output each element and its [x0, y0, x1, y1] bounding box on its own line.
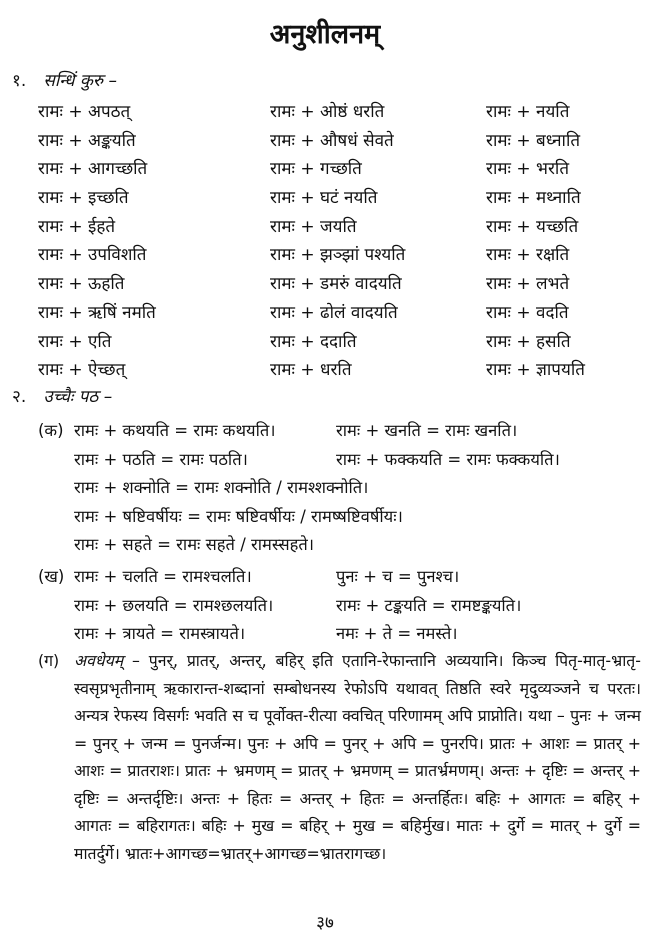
section-1-number: १.	[12, 71, 27, 91]
exercise-item: रामः + आगच्छति	[38, 159, 148, 180]
example-item: रामः + शक्नोति = रामः शक्नोति / रामश्शक्नोति।	[74, 478, 369, 498]
exercise-item: रामः + ऐच्छत्	[38, 360, 126, 381]
exercise-grid	[38, 98, 638, 385]
page-number: ३७	[316, 913, 334, 933]
exercise-item: रामः + उपविशति	[38, 245, 147, 266]
part-ga	[38, 647, 641, 867]
example-item: रामः + षष्टिवर्षीयः = रामः षष्टिवर्षीयः / रामष्षष्टिवर्षीयः।	[74, 506, 403, 526]
exercise-item: रामः + ऊहति	[38, 274, 125, 295]
exercise-row	[38, 241, 638, 270]
exercise-item: रामः + गच्छति	[270, 159, 362, 180]
exercise-item: रामः + वदति	[486, 302, 569, 323]
exercise-item: रामः + अङ्कयति	[38, 130, 136, 151]
exercise-row	[38, 356, 638, 385]
exercise-item: रामः + नयति	[486, 102, 570, 122]
exercise-item: रामः + रक्षति	[486, 245, 570, 266]
exercise-item: रामः + ज्ञापयति	[486, 360, 585, 381]
part-kha-label: (ख)	[38, 567, 65, 586]
section-2-number: २.	[12, 387, 27, 407]
exercise-row	[38, 213, 638, 242]
example-item: रामः + फक्कयति = रामः फक्कयति।	[336, 449, 560, 469]
exercise-row	[38, 299, 638, 328]
exercise-row	[38, 184, 638, 213]
part-ga-text: – पुनर्, प्रातर्, अन्तर्, बहिर् इति एतानि-रेफान्तानि अव्ययानि। किञ्च पितृ-मातृ-भ्रातृ-स्वसृप्रभृतीनाम् ऋकारान्त-शब्दानां सम्बोधनस्य रेफोऽपि यथावत् तिष्ठति स्वरे मृदुव्यञ्जने च परतः। अन्यत्र रेफस्य विसर्गः भवति स च पूर्वोक्त-रीत्या क्वचित् परिणामम् अपि प्राप्नोति। यथा – पुनः + जन्म = पुनर् + जन्म = पुनर्जन्म। पुनः + अपि = पुनर् + अपि = पुनरपि। प्रातः + आशः = प्रातर् + आशः = प्रातराशः। प्रातः + भ्रमणम् = प्रातर् + भ्रमणम् = प्रातर्भ्रमणम्। अन्तः + दृष्टिः = अन्तर् + दृष्टिः = अन्तर्दृष्टिः। अन्तः + हितः = अन्तर् + हितः = अन्तर्हितः। बहिः + आगतः = बहिर् + आगतः = बहिरागतः। बहिः + मुख = बहिर् + मुख = बहिर्मुख। मातः + दुर्गे = मातर् + दुर्गे = मातर्दुर्गे। भ्रातः+आगच्छ=भ्रातर्+आगच्छ=भ्रातरागच्छ।	[74, 651, 641, 863]
example-item: रामः + सहते = रामः सहते / रामस्सहते।	[74, 535, 315, 555]
example-item: रामः + चलति = रामश्चलति।	[74, 567, 252, 586]
section-2-heading	[12, 384, 112, 407]
exercise-item: रामः + इच्छति	[38, 188, 129, 209]
exercise-item: रामः + यच्छति	[486, 216, 579, 237]
part-ka-label: (क)	[38, 421, 64, 440]
example-item: नमः + ते = नमस्ते।	[336, 624, 458, 644]
exercise-item: रामः + ढोलं वादयति	[270, 302, 398, 323]
exercise-item: रामः + ददाति	[270, 331, 357, 352]
exercise-item: रामः + भरति	[486, 159, 570, 180]
exercise-item: रामः + ऋषिं नमति	[38, 302, 156, 323]
exercise-row	[38, 98, 638, 127]
example-item: रामः + त्रायते = रामस्त्रायते।	[74, 624, 246, 644]
example-item: रामः + कथयति = रामः कथयति।	[74, 421, 276, 440]
exercise-item: रामः + अपठत्	[38, 102, 131, 122]
exercise-row	[38, 328, 638, 357]
part-ga-keyword: अवधेयम्	[74, 651, 124, 670]
exercise-item: रामः + लभते	[486, 274, 570, 295]
exercise-row	[38, 270, 638, 299]
page-title: अनुशीलनम्	[269, 19, 381, 50]
exercise-item: रामः + औषधं सेवते	[270, 130, 394, 151]
part-ga-paragraph	[74, 647, 641, 867]
section-1-title: सन्धिं कुरु –	[43, 71, 117, 91]
exercise-item: रामः + डमरुं वादयति	[270, 274, 402, 295]
exercise-item: रामः + ईहते	[38, 216, 116, 237]
exercise-item: रामः + मथ्नाति	[486, 188, 581, 209]
example-item: पुनः + च = पुनश्च।	[336, 567, 460, 586]
exercise-item: रामः + एति	[38, 331, 112, 352]
part-ga-label: (ग)	[38, 651, 60, 670]
example-item: रामः + छलयति = रामश्छलयति।	[74, 595, 274, 615]
exercise-item: रामः + जयति	[270, 216, 357, 237]
exercise-item: रामः + ओष्ठं धरति	[270, 102, 385, 122]
exercise-item: रामः + बध्नाति	[486, 130, 581, 151]
exercise-row	[38, 155, 638, 184]
exercise-item: रामः + धरति	[270, 360, 352, 381]
exercise-item: रामः + झञ्झां पश्यति	[270, 245, 406, 266]
exercise-item: रामः + हसति	[486, 331, 571, 352]
section-2-title: उच्चैः पठ –	[43, 387, 113, 407]
exercise-item: रामः + घटं नयति	[270, 188, 378, 209]
exercise-row	[38, 127, 638, 156]
example-item: रामः + खनति = रामः खनति।	[336, 421, 518, 440]
section-1-heading	[12, 68, 117, 91]
example-item: रामः + टङ्कयति = रामष्टङ्कयति।	[336, 595, 522, 615]
example-item: रामः + पठति = रामः पठति।	[74, 449, 248, 469]
